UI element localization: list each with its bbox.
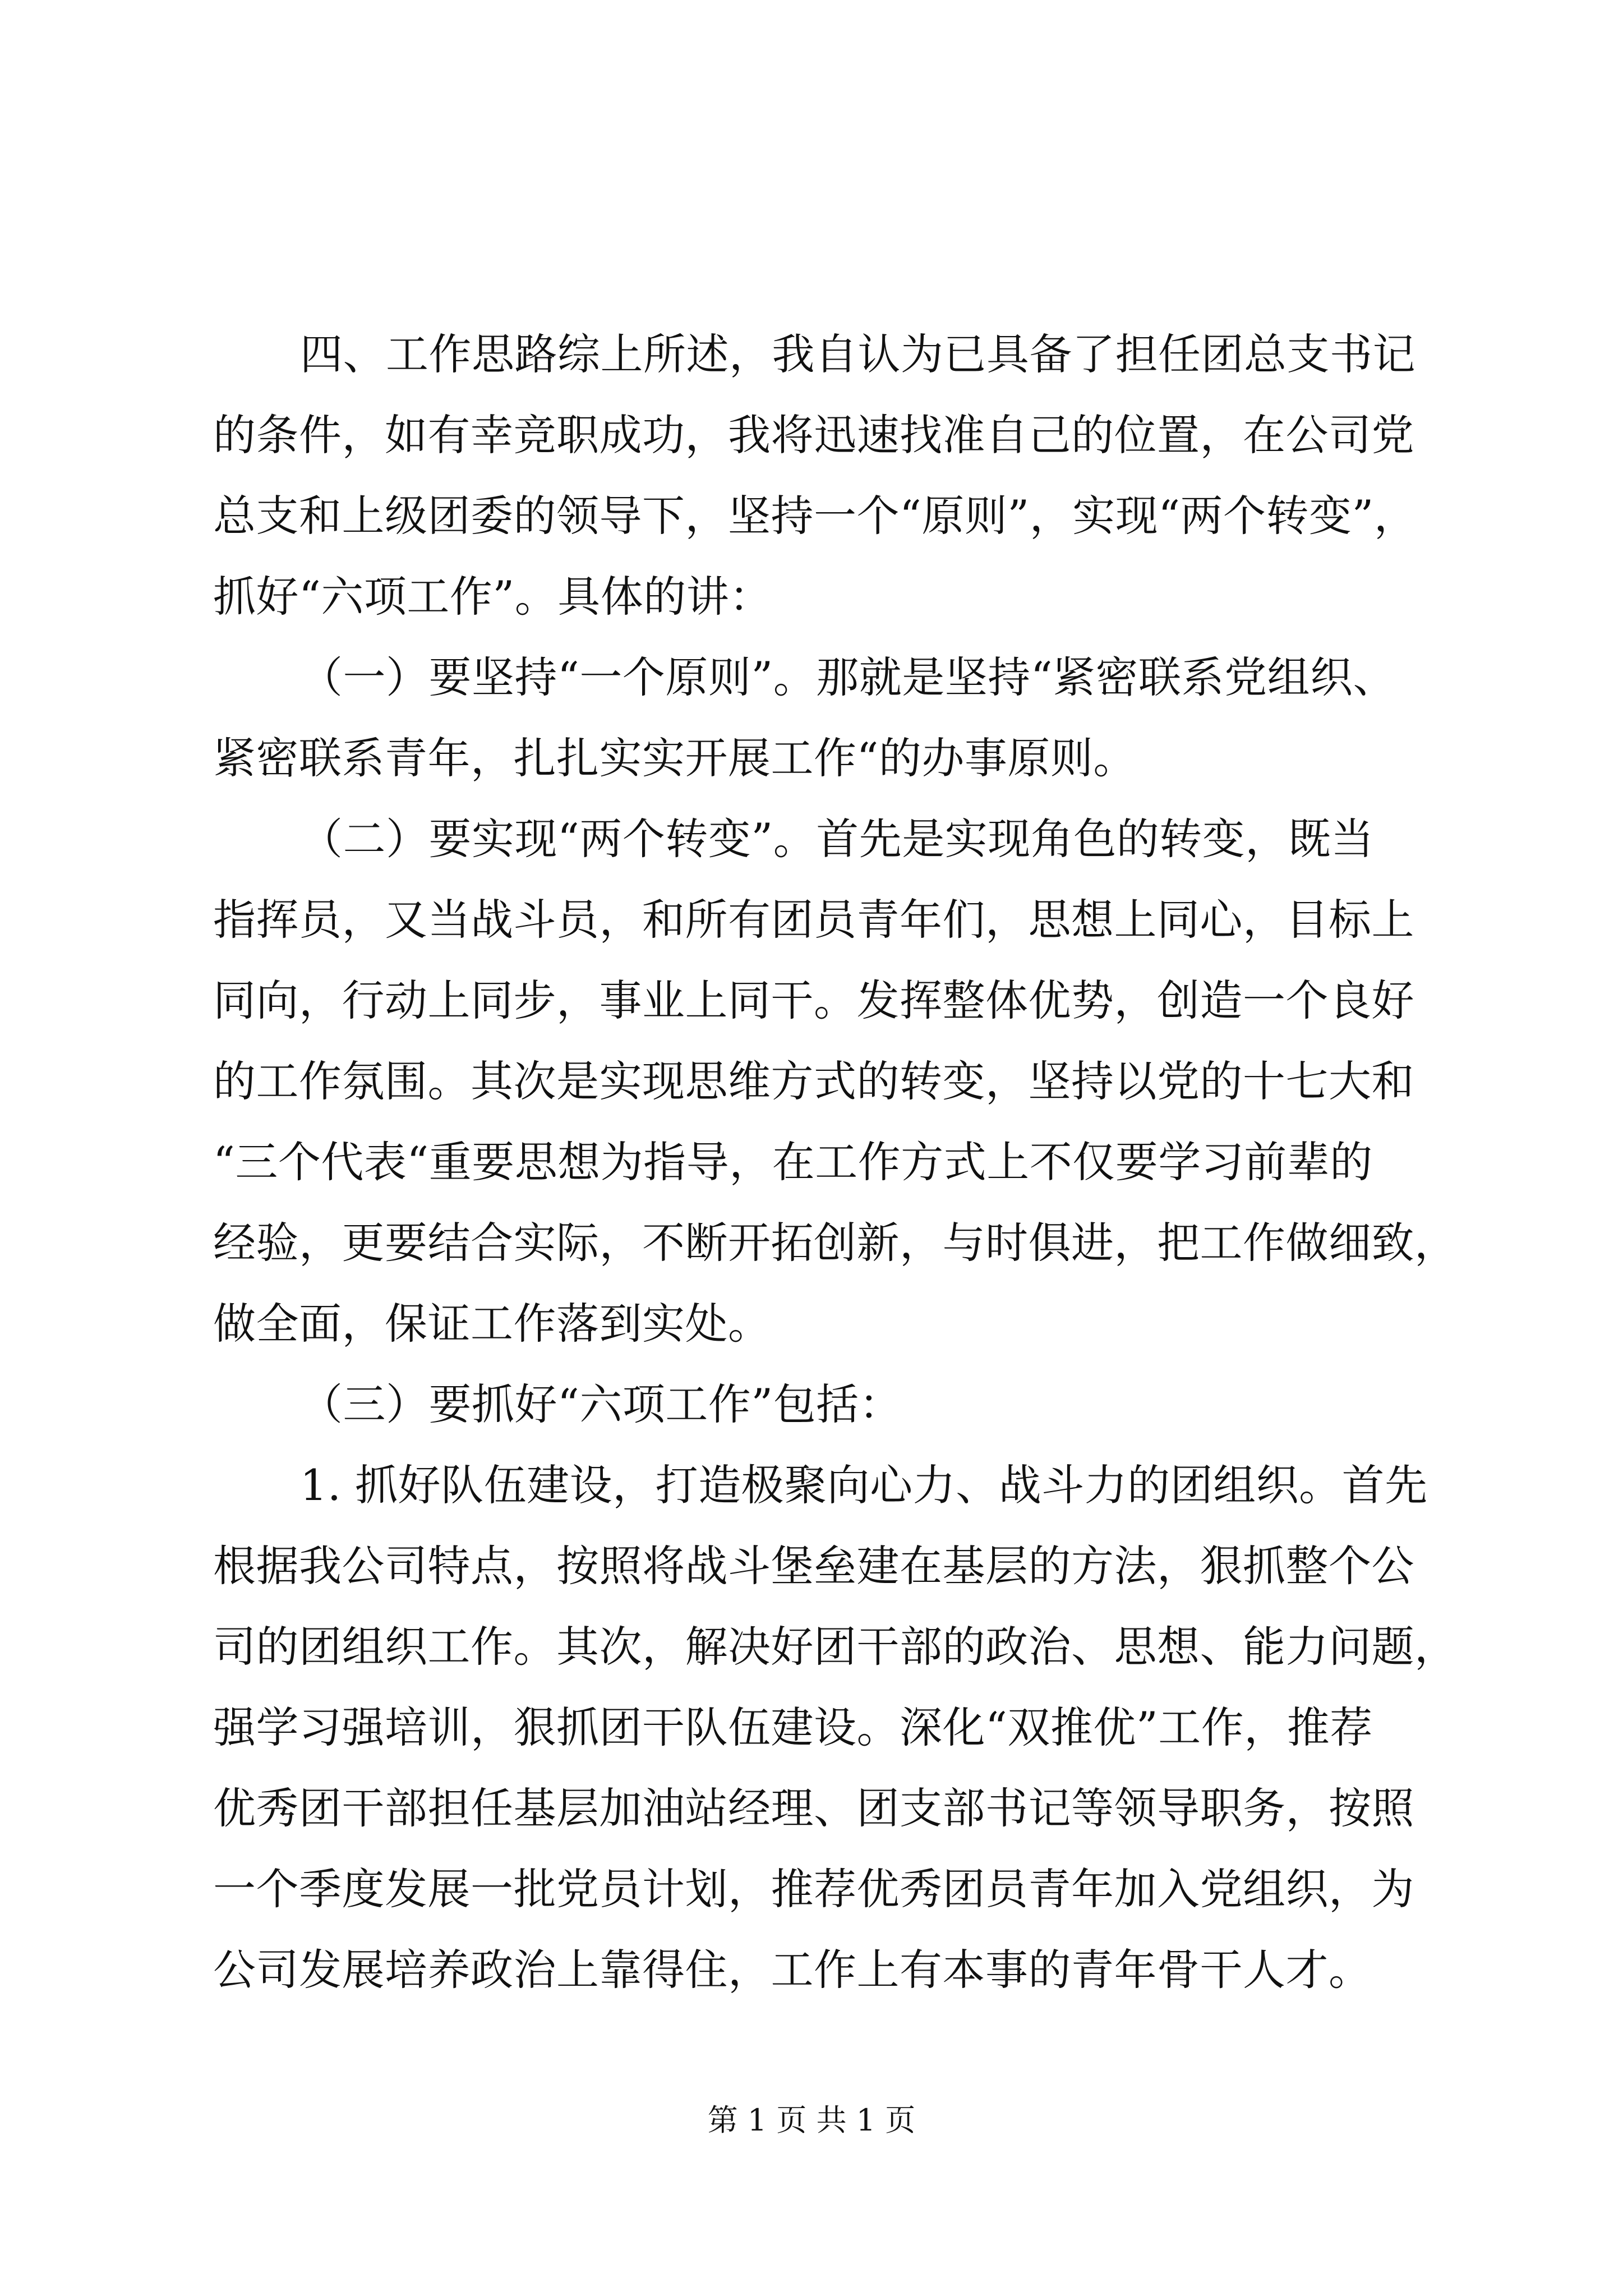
page-number-footer: 第 1 页 共 1 页 [707, 2102, 916, 2138]
paragraph-line: 总支和上级团委的领导下，坚持一个“原则”，实现“两个转变”， [213, 491, 1417, 541]
paragraph-line: 抓好“六项工作”。具体的讲： [213, 572, 772, 622]
paragraph-line: 公司发展培养政治上靠得住，工作上有本事的青年骨干人才。 [213, 1945, 1372, 1995]
paragraph-line: “三个代表“重要思想为指导，在工作方式上不仅要学习前辈的 [213, 1137, 1373, 1187]
paragraph-line: 的工作氛围。其次是实现思维方式的转变，坚持以党的十七大和 [213, 1056, 1414, 1106]
paragraph-line: 司的团组织工作。其次，解决好团干部的政治、思想、能力问题， [213, 1622, 1458, 1672]
paragraph-line: 紧密联系青年，扎扎实实开展工作“的办事原则。 [213, 733, 1136, 783]
paragraph-line: 1. 抓好队伍建设，打造极聚向心力、战斗力的团组织。首先 [300, 1460, 1428, 1510]
paragraph-line: 做全面，保证工作落到实处。 [213, 1299, 771, 1349]
document-body [213, 314, 1458, 2010]
paragraph-line: 根据我公司特点，按照将战斗堡垒建在基层的方法，狠抓整个公 [213, 1541, 1414, 1591]
paragraph-line: （一）要坚持“一个原则”。那就是坚持“紧密联系党组织、 [300, 652, 1396, 702]
paragraph-line: 经验，更要结合实际，不断开拓创新，与时俱进，把工作做细致， [213, 1218, 1458, 1268]
paragraph-line: （三）要抓好“六项工作”包括： [300, 1379, 902, 1429]
paragraph-line: （二）要实现“两个转变”。首先是实现角色的转变，既当 [300, 814, 1374, 864]
paragraph-line: 强学习强培训，狠抓团干队伍建设。深化“双推优”工作，推荐 [213, 1703, 1373, 1752]
paragraph-line: 指挥员，又当战斗员，和所有团员青年们，思想上同心，目标上 [213, 895, 1414, 945]
paragraph-line: 四、工作思路综上所述，我自认为已具备了担任团总支书记 [300, 329, 1415, 379]
paragraph-line: 的条件，如有幸竞职成功，我将迅速找准自己的位置，在公司党 [213, 410, 1414, 460]
paragraph-line: 一个季度发展一批党员计划，推荐优秀团员青年加入党组织，为 [213, 1864, 1414, 1914]
paragraph-line: 同向，行动上同步，事业上同干。发挥整体优势，创造一个良好 [213, 976, 1414, 1025]
paragraph-line: 优秀团干部担任基层加油站经理、团支部书记等领导职务，按照 [213, 1783, 1414, 1833]
